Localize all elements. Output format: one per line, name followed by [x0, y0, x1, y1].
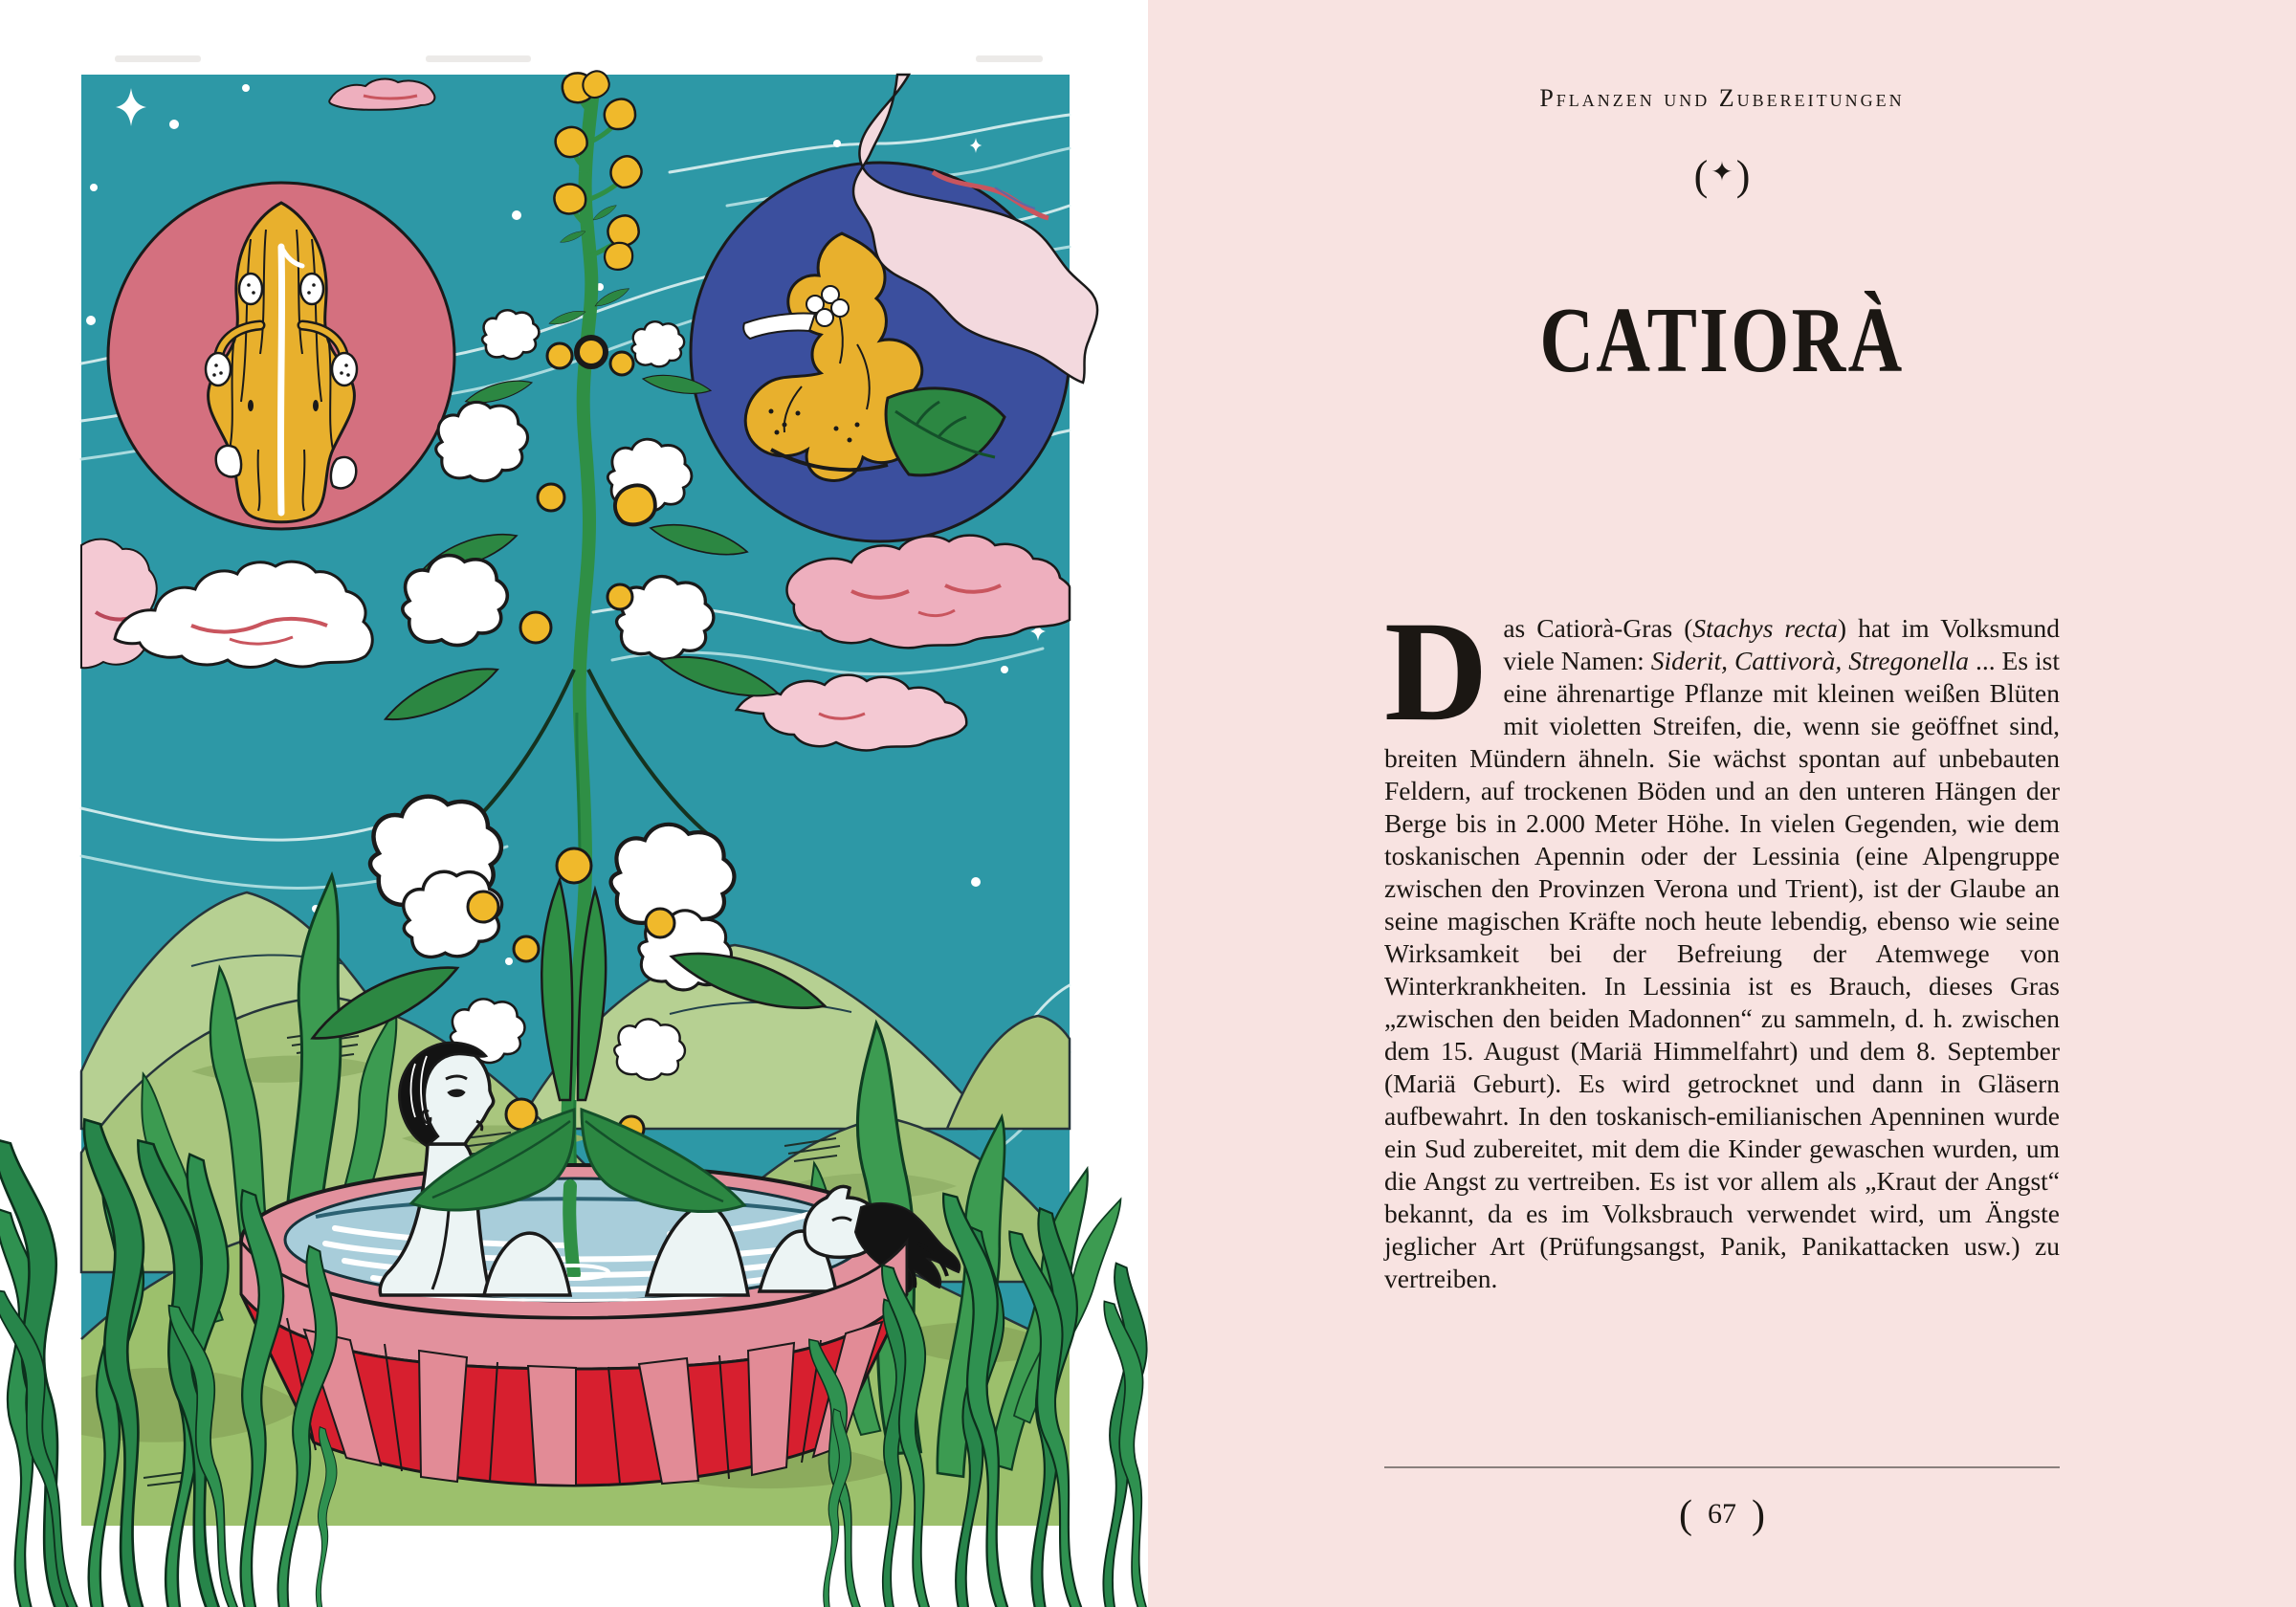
drop-cap: D: [1384, 592, 1489, 751]
section-ornament: [1148, 151, 2296, 200]
page-number-value: 67: [1708, 1498, 1736, 1530]
medallion-flower-section: [108, 183, 454, 529]
page-number-open-paren: (: [1679, 1493, 1692, 1537]
article-body: [1384, 592, 2061, 1295]
ornament-open-paren: (: [1693, 152, 1709, 199]
article-text: as Catiorà-Gras (Stachys recta) hat im Volksmund viele Namen: Siderit, Cattivorà, Stregonella ... Es ist eine ährenartige Pflanze mit kleinen weißen Blüten mit violetten Streifen, die, wenn sie geöffnet sind, breiten Mündern ähneln. Sie wächst spontan auf unbebauten Feldern, auf trockenen Böden und an den unteren Hängen der Berge bis in 2.000 Meter Höhe. In vielen Gegenden, wie dem toskanischen Apennin oder der Lessinia (eine Alpengruppe zwischen den Provinzen Verona und Trient), ist der Glaube an seine magischen Kräfte noch heute lebendig, ebenso wie seine Wirksamkeit bei der Befreiung der Atemwege von Winterkrankheiten. In Lessinia ist es Brauch, dieses Gras „zwischen den beiden Madonnen“ zu sammeln, d. h. zwischen dem 15. August (Mariä Himmelfahrt) und dem 8. September (Mariä Geburt). Es wird getrocknet und dann in Gläsern aufbewahrt. In den toskanisch-emilianischen Apenninen wurde ein Sud zubereitet, mit dem die Kinder gewaschen wurden, um die Angst zu vertreiben. Es ist vor allem als „Kraut der Angst“ bekannt, da es im Volksbrauch verwendet wird, um Ängste jeglicher Art (Prüfungsangst, Panik, Panikattacken usw.) zu vertreiben.: [1384, 613, 2061, 1293]
page-title: CATIORÀ: [1539, 288, 1905, 392]
ornament-close-paren: ): [1735, 152, 1751, 199]
plant-stem-waterline: [569, 1186, 574, 1274]
page-number-close-paren: ): [1752, 1493, 1765, 1537]
page-number: [1148, 1492, 2296, 1538]
right-page: [1148, 0, 2296, 1607]
star-ornament-icon: ✦: [1711, 156, 1733, 187]
footer-rule: [1384, 1466, 2060, 1468]
chapter-kicker: Pflanzen und Zubereitungen: [1539, 84, 1905, 112]
margin-smudges: [115, 55, 1043, 62]
